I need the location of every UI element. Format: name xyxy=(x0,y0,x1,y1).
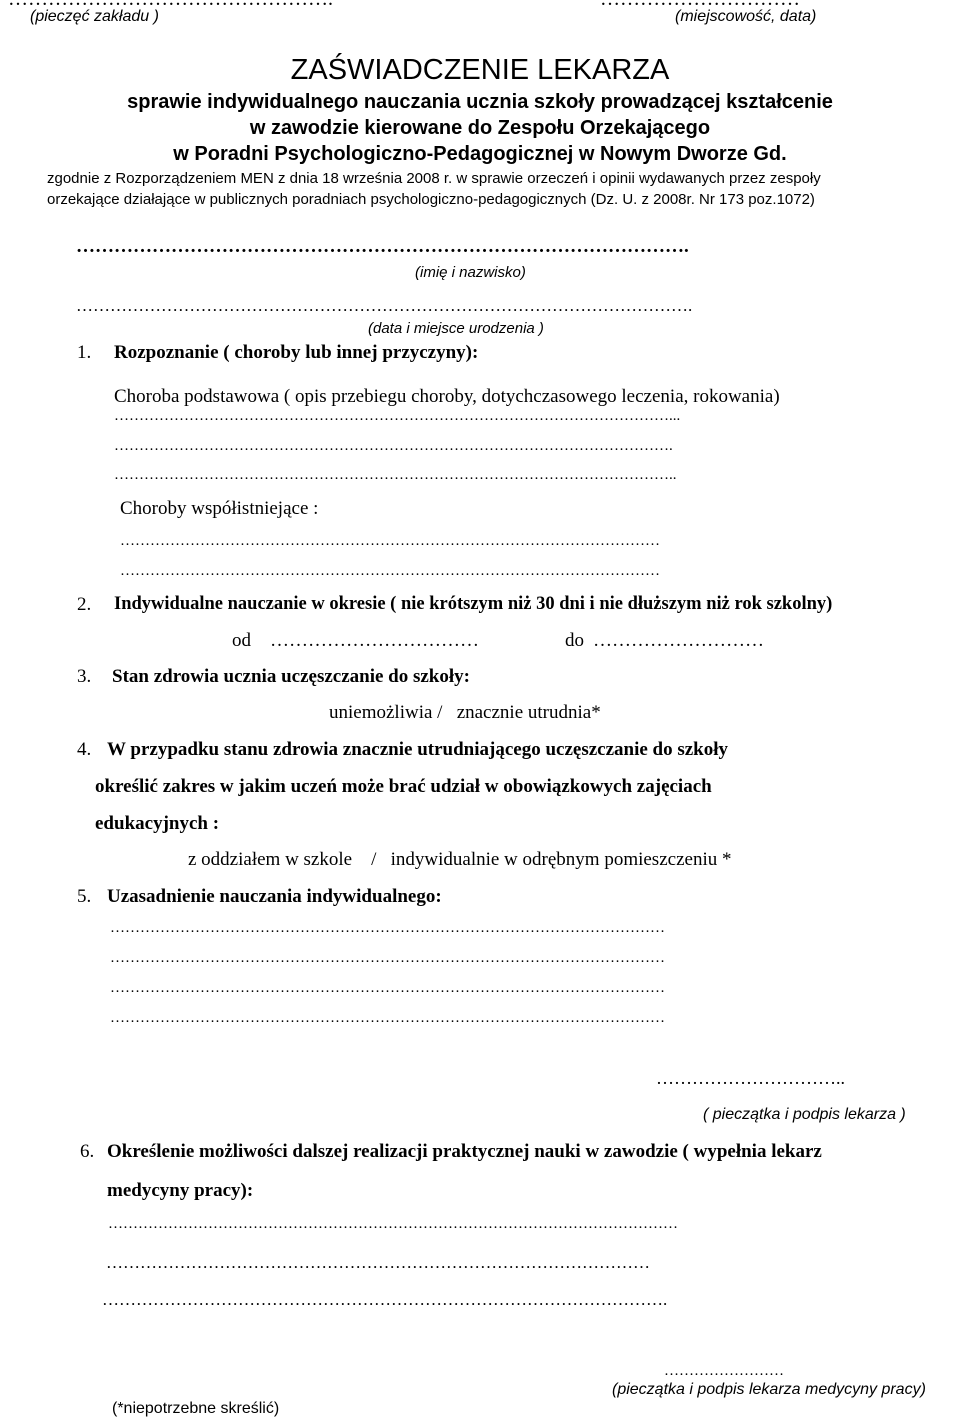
occupational-doctor-signature-caption: (pieczątka i podpis lekarza medycyny pracy) xyxy=(612,1381,926,1398)
practical-training-dots-1: …………………………………………………………………………………………………… xyxy=(108,1216,678,1232)
section-6-line-2: medycyny pracy): xyxy=(107,1180,254,1201)
occupational-doctor-signature-dots: …………………… xyxy=(664,1363,784,1379)
period-to-dots: ……………………… xyxy=(593,630,764,651)
justification-dots-1: ………………………………………………………………………………………………… xyxy=(110,920,665,936)
birth-dots: ………………………………………………………………………………………………. xyxy=(76,296,693,315)
basic-disease-dots-3: ………………………………………………………………………………………………….. xyxy=(114,467,677,483)
section-6-number: 6. xyxy=(80,1141,95,1162)
place-date-caption: (miejscowość, data) xyxy=(675,8,817,25)
basic-disease-label: Choroba podstawowa ( opis przebiegu choroby, dotychczasowego leczenia, rokowania) xyxy=(114,386,780,407)
birth-caption: (data i miejsce urodzenia ) xyxy=(368,320,544,337)
doctor-signature-caption: ( pieczątka i podpis lekarza ) xyxy=(703,1106,906,1123)
section-4-line-3: edukacyjnych : xyxy=(95,813,220,834)
coexisting-dots-1: ……………………………………………………………………………………………… xyxy=(120,533,660,549)
attendance-options: uniemożliwia / znacznie utrudnia* xyxy=(329,702,601,723)
section-3-title: Stan zdrowia ucznia uczęszczanie do szkoły: xyxy=(112,666,470,687)
justification-dots-3: ………………………………………………………………………………………………… xyxy=(110,980,665,996)
legal-basis-line-1: zgodnie z Rozporządzeniem MEN z dnia 18 września 2008 r. w sprawie orzeczeń i opinii wydawanych przez zespoły xyxy=(47,170,821,187)
justification-dots-4: ………………………………………………………………………………………………… xyxy=(110,1010,665,1026)
participation-options: z oddziałem w szkole / indywidualnie w odrębnym pomieszczeniu * xyxy=(188,849,732,870)
period-to-label: do xyxy=(565,630,584,651)
legal-basis-line-2: orzekające działające w publicznych poradniach psychologiczno-pedagogicznych (Dz. U. z 2008r. Nr 173 poz.1072) xyxy=(47,191,815,208)
practical-training-dots-3: ………………………………………………………………………………………. xyxy=(102,1290,668,1309)
practical-training-dots-2: …………………………………………………………………………………… xyxy=(106,1253,650,1272)
section-2-title: Indywidualne nauczanie w okresie ( nie krótszym niż 30 dni i nie dłuższym niż rok szkolny) xyxy=(114,594,833,614)
section-2-number: 2. xyxy=(77,594,92,615)
period-from-label: od xyxy=(232,630,251,651)
section-1-title: Rozpoznanie ( choroby lub innej przyczyny): xyxy=(114,342,479,363)
footnote: (*niepotrzebne skreślić) xyxy=(112,1400,280,1417)
coexisting-diseases-label: Choroby współistniejące : xyxy=(120,498,319,519)
doctor-signature-dots: ………………………….. xyxy=(656,1068,845,1088)
section-5-number: 5. xyxy=(77,886,92,907)
section-5-title: Uzasadnienie nauczania indywidualnego: xyxy=(107,886,442,907)
section-4-line-2: określić zakres w jakim uczeń może brać udział w obowiązkowych zajęciach xyxy=(95,776,712,797)
coexisting-dots-2: ……………………………………………………………………………………………… xyxy=(120,563,660,579)
document-title: ZAŚWIADCZENIE LEKARZA xyxy=(290,54,670,86)
section-6-line-1: Określenie możliwości dalszej realizacji praktycznej nauki w zawodzie ( wypełnia lekarz xyxy=(107,1141,822,1162)
name-caption: (imię i nazwisko) xyxy=(415,264,526,281)
section-4-number: 4. xyxy=(77,739,92,760)
subtitle-line-1: sprawie indywidualnego nauczania ucznia szkoły prowadzącej kształcenie xyxy=(127,91,833,113)
name-dots: ……………………………………………………………………………………. xyxy=(76,236,689,257)
basic-disease-dots-1: …………………………………………………………………………………………………... xyxy=(114,408,681,424)
subtitle-line-2: w zawodzie kierowane do Zespołu Orzekającego xyxy=(249,117,711,139)
justification-dots-2: ………………………………………………………………………………………………… xyxy=(110,950,665,966)
section-3-number: 3. xyxy=(77,666,92,687)
section-4-line-1: W przypadku stanu zdrowia znacznie utrudniającego uczęszczanie do szkoły xyxy=(107,739,729,760)
period-from-dots: …………………………… xyxy=(270,630,479,651)
seal-caption: (pieczęć zakładu ) xyxy=(30,8,159,25)
section-1-number: 1. xyxy=(77,342,92,363)
basic-disease-dots-2: …………………………………………………………………………………………………. xyxy=(114,438,673,454)
subtitle-line-3: w Poradni Psychologiczno-Pedagogicznej w Nowym Dworze Gd. xyxy=(173,143,787,165)
